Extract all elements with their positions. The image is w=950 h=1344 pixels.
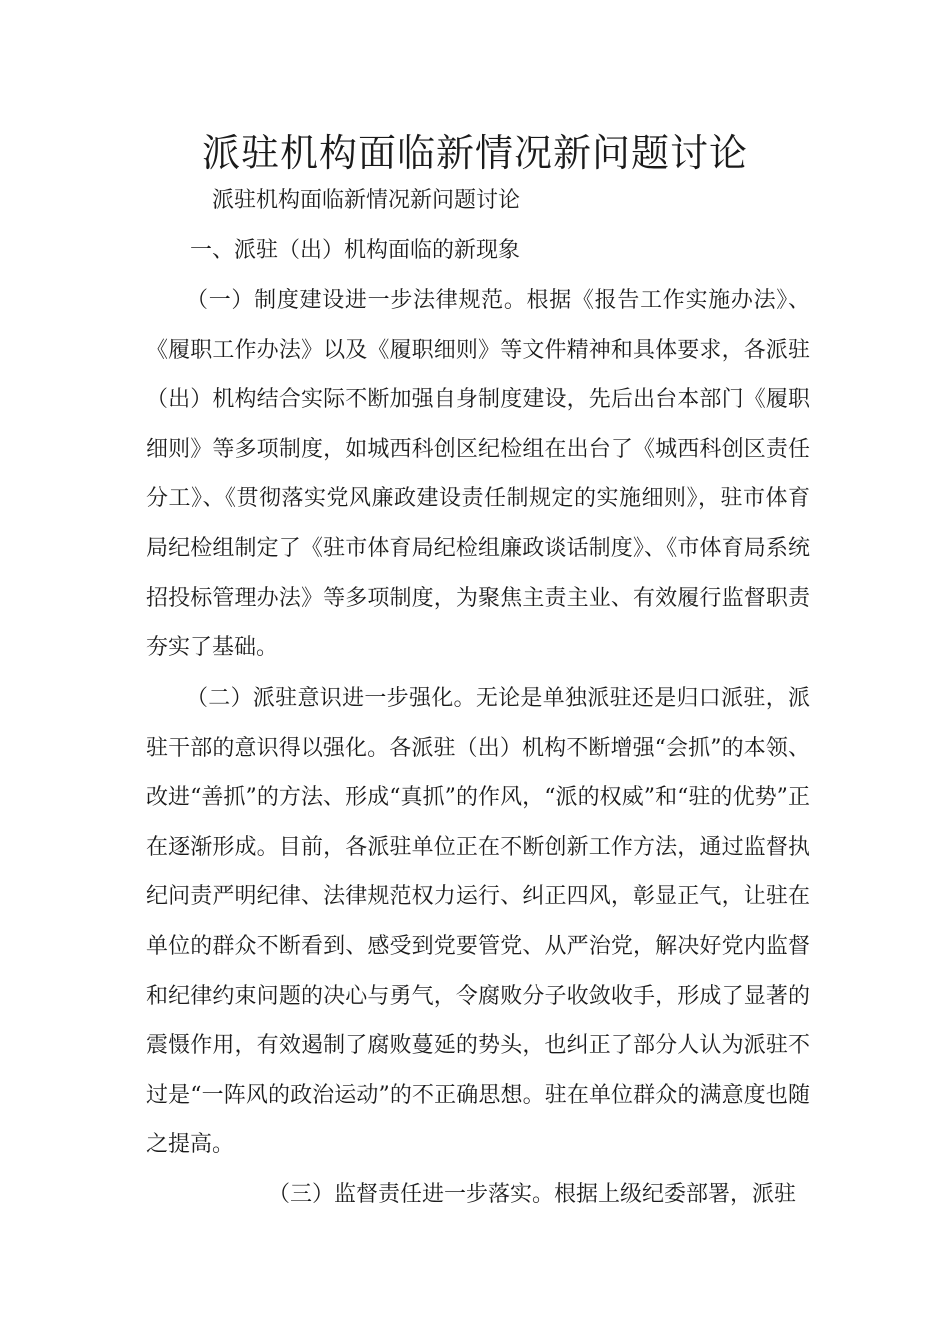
section-heading: 一、派驻（出）机构面临的新现象 xyxy=(190,238,521,263)
document-title: 派驻机构面临新情况新问题讨论 xyxy=(201,131,748,175)
paragraph-dispatch-awareness: （二）派驻意识进一步强化。无论是单独派驻还是归口派驻，派驻干部的意识得以强化。各派驻（出）机构不断增强“会抓”的本领、改进“善抓”的方法、形成“真抓”的作风，“派的权威”和“驻的优势”正在逐渐形成。目前，各派驻单位正在不断创新工作方法，通过监督执纪问责严明纪律、法律规范权力运行、纠正四风，彰显正气，让驻在单位的群众不断看到、感受到党要管党、从严治党，解决好党内监督和纪律约束问题的决心与勇气，令腐败分子收敛收手，形成了显著的震慑作用，有效遏制了腐败蔓延的势头，也纠正了部分人认为派驻不过是“一阵风的政治运动”的不正确思想。驻在单位群众的满意度也随之提高。 xyxy=(146,686,810,1158)
paragraph-supervision-responsibility: （三）监督责任进一步落实。根据上级纪委部署，派驻 xyxy=(268,1182,797,1207)
document-subtitle: 派驻机构面临新情况新问题讨论 xyxy=(212,188,521,213)
paragraph-system-building: （一）制度建设进一步法律规范。根据《报告工作实施办法》、《履职工作办法》以及《履职细则》等文件精神和具体要求，各派驻（出）机构结合实际不断加强自身制度建设，先后出台本部门《履职细则》等多项制度，如城西科创区纪检组在出台了《城西科创区责任分工》、《贯彻落实党风廉政建设责任制规定的实施细则》，驻市体育局纪检组制定了《驻市体育局纪检组廉政谈话制度》、《市体育局系统招投标管理办法》等多项制度，为聚焦主责主业、有效履行监督职责夯实了基础。 xyxy=(146,288,810,661)
